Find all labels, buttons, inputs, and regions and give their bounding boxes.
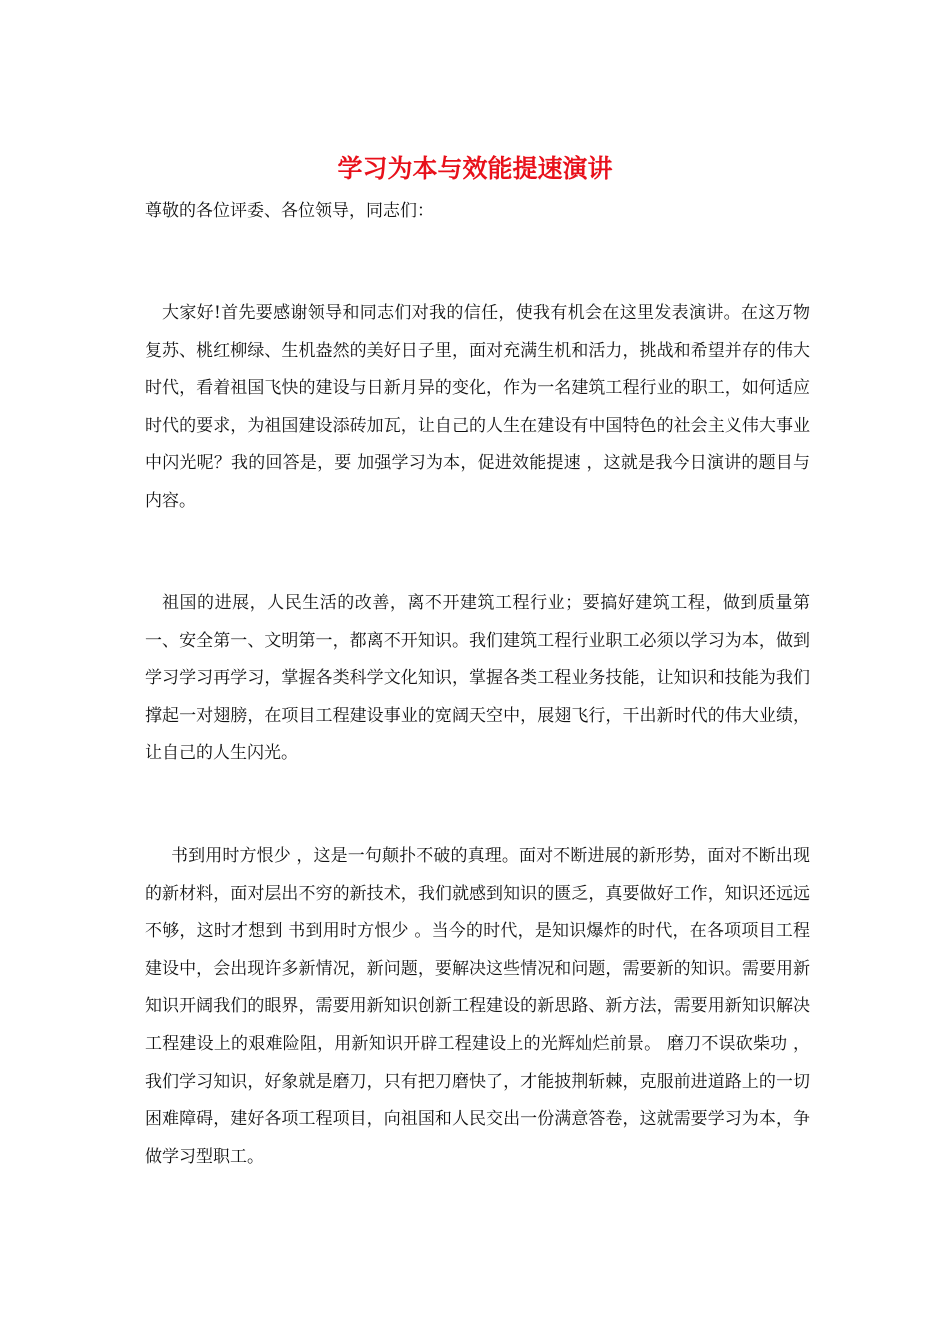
paragraph-2: 祖国的进展，人民生活的改善，离不开建筑工程行业；要搞好建筑工程，做到质量第一、安全第一、文明第一，都离不开知识。我们建筑工程行业职工必须以学习为本，做到学习学习再学习，掌握各类科学文化知识，掌握各类工程业务技能，让知识和技能为我们撑起一对翅膀，在项目工程建设事业的宽阔天空中，展翅飞行，干出新时代的伟大业绩，让自己的人生闪光。 [145, 593, 810, 764]
paragraph-1: 大家好!首先要感谢领导和同志们对我的信任，使我有机会在这里发表演讲。在这万物复苏、桃红柳绿、生机盎然的美好日子里，面对充满生机和活力，挑战和希望并存的伟大时代，看着祖国飞快的建设与日新月异的变化，作为一名建筑工程行业的职工，如何适应时代的要求，为祖国建设添砖加瓦，让自己的人生在建设有中国特色的社会主义伟大事业中闪光呢？我的回答是，要 加强学习为本，促进效能提速 ，这就是我今日演讲的题目与内容。 [145, 303, 810, 511]
salutation: 尊敬的各位评委、各位领导，同志们： [145, 201, 434, 221]
paragraph-3: 书到用时方恨少 ，这是一句颠扑不破的真理。面对不断进展的新形势，面对不断出现的新材料，面对层出不穷的新技术，我们就感到知识的匮乏，真要做好工作，知识还远远不够，这时才想到 书到用时方恨少 。当今的时代，是知识爆炸的时代，在各项项目工程建设中，会出现许多新情况，新问题，要解决这些情况和问题，需要新的知识。需要用新知识开阔我们的眼界，需要用新知识创新工程建设的新思路、新方法，需要用新知识解决工程建设上的艰难险阻，用新知识开辟工程建设上的光辉灿烂前景。 磨刀不误砍柴功 ，我们学习知识，好象就是磨刀，只有把刀磨快了，才能披荆斩棘，克服前进道路上的一切困难障碍，建好各项工程项目，向祖国和人民交出一份满意答卷，这就需要学习为本，争做学习型职工。 [145, 846, 810, 1167]
document-title: 学习为本与效能提速演讲 [337, 154, 613, 183]
